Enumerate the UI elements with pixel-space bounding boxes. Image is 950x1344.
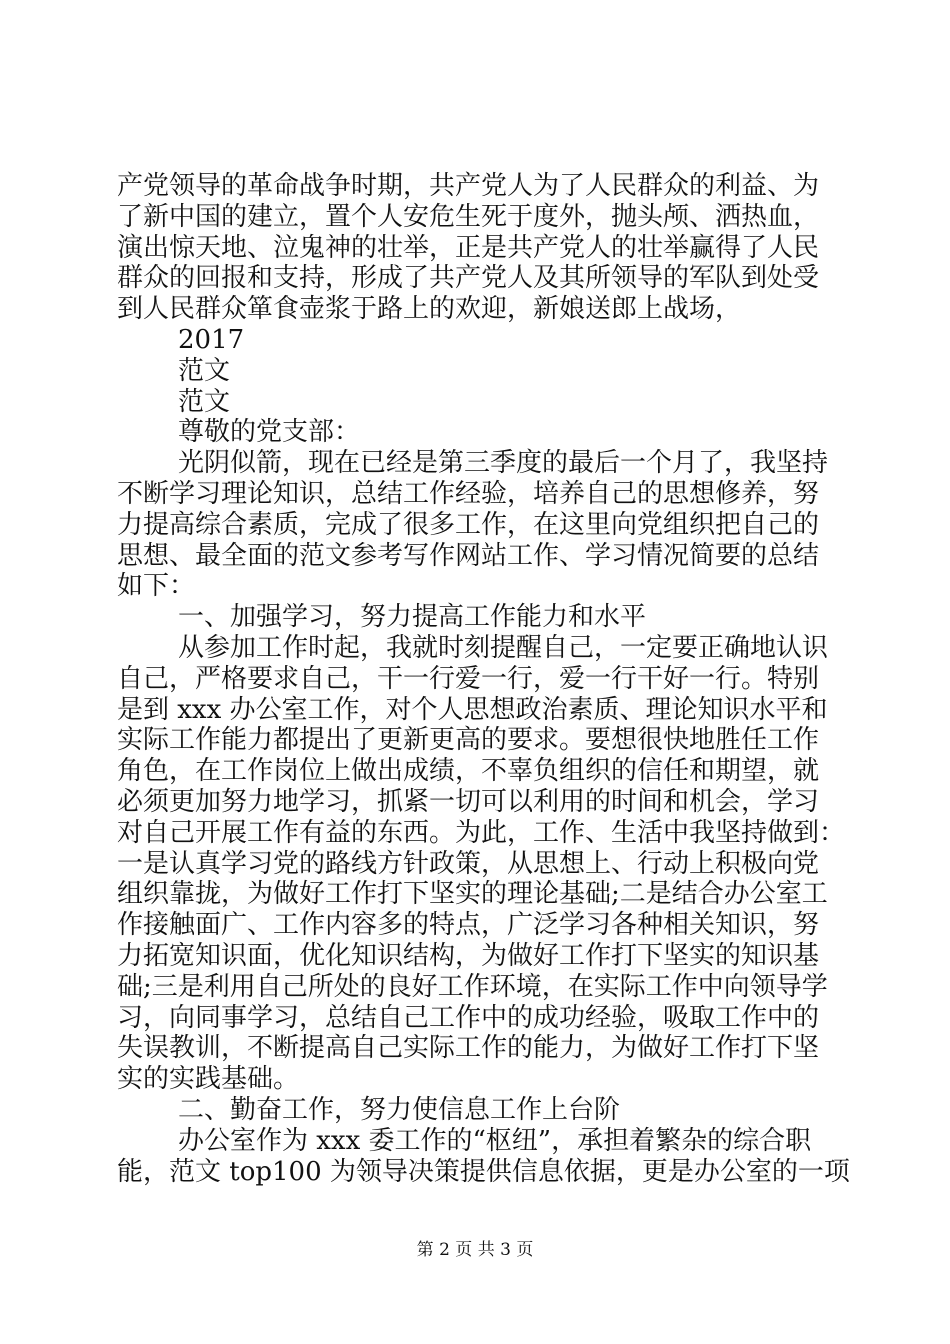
text-line: 了新中国的建立，置个人安危生死于度外，抛头颅、洒热血， <box>117 201 820 232</box>
text-line: 失误教训，不断提高自己实际工作的能力，为做好工作打下坚 <box>117 1033 820 1064</box>
text-line: 光阴似箭，现在已经是第三季度的最后一个月了，我坚持 <box>178 448 829 479</box>
text-line: 一、加强学习，努力提高工作能力和水平 <box>178 602 647 633</box>
text-line: 自己，严格要求自己，干一行爱一行，爱一行干好一行。特别 <box>117 663 820 694</box>
document-body <box>117 171 850 1187</box>
text-line: 演出惊天地、泣鬼神的壮举，正是共产党人的壮举赢得了人民 <box>117 232 820 263</box>
text-line: 实际工作能力都提出了更新更高的要求。要想很快地胜任工作 <box>117 725 820 756</box>
text-line: 办公室作为 xxx 委工作的“枢纽”，承担着繁杂的综合职 <box>178 1125 812 1156</box>
text-line: 一是认真学习党的路线方针政策，从思想上、行动上积极向党 <box>117 848 820 879</box>
text-line: 组织靠拢，为做好工作打下坚实的理论基础;二是结合办公室工 <box>117 879 828 910</box>
text-line: 群众的回报和支持，形成了共产党人及其所领导的军队到处受 <box>117 263 820 294</box>
text-line: 思想、最全面的范文参考写作网站工作、学习情况简要的总结 <box>117 540 820 571</box>
text-line: 从参加工作时起，我就时刻提醒自己，一定要正确地认识 <box>178 632 829 663</box>
page-footer: 第 2 页 共 3 页 <box>416 1240 534 1260</box>
text-line: 范文 <box>178 355 231 386</box>
text-line: 能，范文 top100 为领导决策提供信息依据，更是办公室的一项 <box>117 1156 850 1187</box>
text-line: 到人民群众箪食壶浆于路上的欢迎，新娘送郎上战场， <box>117 294 742 325</box>
text-line: 习，向同事学习，总结自己工作中的成功经验，吸取工作中的 <box>117 1002 820 1033</box>
text-line: 力拓宽知识面，优化知识结构，为做好工作打下坚实的知识基 <box>117 940 820 971</box>
text-line: 范文 <box>178 386 231 417</box>
text-line: 力提高综合素质，完成了很多工作，在这里向党组织把自己的 <box>117 509 820 540</box>
text-line: 对自己开展工作有益的东西。为此，工作、生活中我坚持做到： <box>117 817 846 848</box>
text-line: 尊敬的党支部： <box>178 417 361 448</box>
text-line: 是到 xxx 办公室工作，对个人思想政治素质、理论知识水平和 <box>117 694 828 725</box>
text-line: 2017 <box>178 324 245 355</box>
text-line: 作接触面广、工作内容多的特点，广泛学习各种相关知识，努 <box>117 910 820 941</box>
text-line: 产党领导的革命战争时期，共产党人为了人民群众的利益、为 <box>117 171 820 201</box>
text-line: 实的实践基础。 <box>117 1064 300 1095</box>
text-line: 如下： <box>117 571 196 602</box>
text-line: 必须更加努力地学习，抓紧一切可以利用的时间和机会，学习 <box>117 786 820 817</box>
text-line: 角色，在工作岗位上做出成绩，不辜负组织的信任和期望，就 <box>117 756 820 787</box>
text-line: 二、勤奋工作，努力使信息工作上台阶 <box>178 1094 621 1125</box>
text-line: 础;三是利用自己所处的良好工作环境，在实际工作中向领导学 <box>117 971 828 1002</box>
text-line: 不断学习理论知识，总结工作经验，培养自己的思想修养，努 <box>117 478 820 509</box>
